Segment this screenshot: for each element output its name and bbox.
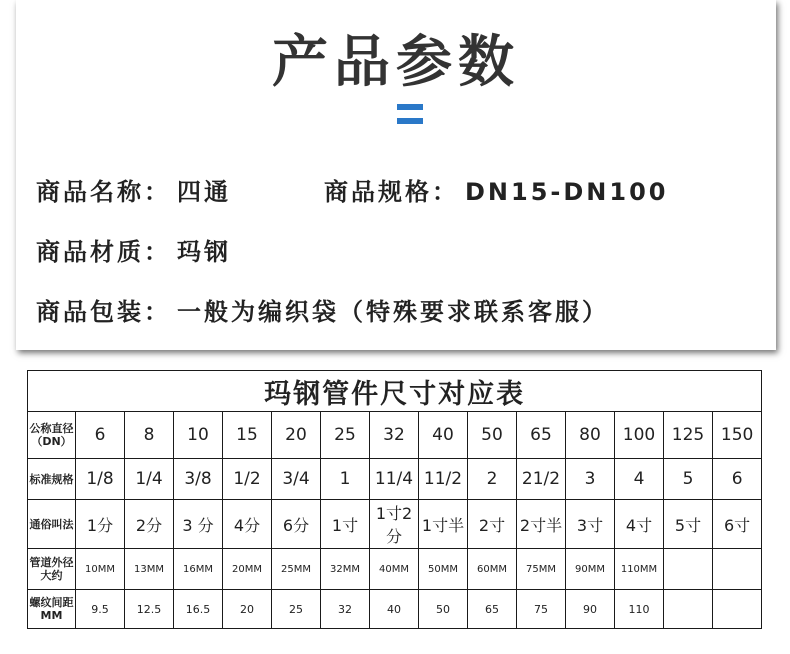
table-cell: 90MM <box>566 549 615 590</box>
table-cell: 3/8 <box>174 459 223 500</box>
table-cell: 20 <box>223 590 272 629</box>
package-label: 商品包装： <box>36 298 171 326</box>
size-table <box>27 370 762 629</box>
table-cell: 32MM <box>321 549 370 590</box>
table-cell: 3/4 <box>272 459 321 500</box>
spec-group <box>324 172 668 207</box>
row-header: 管道外径大约 <box>28 549 76 590</box>
table-cell: 20MM <box>223 549 272 590</box>
material-label: 商品材质： <box>36 238 171 266</box>
table-cell: 10MM <box>76 549 125 590</box>
table-cell: 50 <box>468 412 517 459</box>
row-header: 螺纹间距MM <box>28 590 76 629</box>
table-cell: 3 <box>566 459 615 500</box>
table-cell: 40 <box>419 412 468 459</box>
table-cell: 1 <box>321 459 370 500</box>
table-cell: 32 <box>370 412 419 459</box>
table-cell: 40MM <box>370 549 419 590</box>
table-cell: 16.5 <box>174 590 223 629</box>
spec-label: 商品规格： <box>324 178 459 206</box>
table-cell: 6 <box>713 459 762 500</box>
table-row <box>28 459 762 500</box>
table-cell: 5寸 <box>664 500 713 549</box>
table-cell: 12.5 <box>125 590 174 629</box>
name-label: 商品名称： <box>36 178 171 206</box>
table-cell <box>664 590 713 629</box>
table-cell: 6寸 <box>713 500 762 549</box>
table-cell: 1寸 <box>321 500 370 549</box>
table-cell: 110MM <box>615 549 664 590</box>
table-cell: 50MM <box>419 549 468 590</box>
table-cell: 1/2 <box>223 459 272 500</box>
table-cell <box>713 549 762 590</box>
table-row <box>28 549 762 590</box>
table-cell: 2寸 <box>468 500 517 549</box>
table-cell: 4分 <box>223 500 272 549</box>
material-value: 玛钢 <box>177 238 231 266</box>
table-cell: 1/4 <box>125 459 174 500</box>
table-cell: 11/2 <box>419 459 468 500</box>
table-cell: 10 <box>174 412 223 459</box>
table-cell: 65 <box>517 412 566 459</box>
table-cell: 2分 <box>125 500 174 549</box>
row-header: 标准规格 <box>28 459 76 500</box>
table-cell <box>664 549 713 590</box>
package-value: 一般为编织袋（特殊要求联系客服） <box>177 298 609 326</box>
info-line-name <box>36 172 669 207</box>
product-params-card <box>16 0 776 350</box>
table-cell: 6 <box>76 412 125 459</box>
table-row <box>28 412 762 459</box>
table-cell: 32 <box>321 590 370 629</box>
page-title: 产品参数 <box>272 30 520 95</box>
table-cell: 75MM <box>517 549 566 590</box>
table-cell: 25 <box>272 590 321 629</box>
table-cell: 65 <box>468 590 517 629</box>
table-cell: 21/2 <box>517 459 566 500</box>
table-cell: 3寸 <box>566 500 615 549</box>
table-cell: 4寸 <box>615 500 664 549</box>
table-cell: 125 <box>664 412 713 459</box>
table-cell: 13MM <box>125 549 174 590</box>
table-cell: 60MM <box>468 549 517 590</box>
table-cell: 4 <box>615 459 664 500</box>
table-cell: 40 <box>370 590 419 629</box>
table-cell: 25MM <box>272 549 321 590</box>
table-cell: 8 <box>125 412 174 459</box>
table-cell: 20 <box>272 412 321 459</box>
table-cell: 100 <box>615 412 664 459</box>
table-cell: 6分 <box>272 500 321 549</box>
table-cell: 90 <box>566 590 615 629</box>
table-cell: 3 分 <box>174 500 223 549</box>
table-cell: 80 <box>566 412 615 459</box>
table-cell: 11/4 <box>370 459 419 500</box>
table-cell: 110 <box>615 590 664 629</box>
table-cell <box>713 590 762 629</box>
spec-value: DN15-DN100 <box>465 178 669 206</box>
table-cell: 1分 <box>76 500 125 549</box>
table-caption-row <box>28 371 762 412</box>
table-cell: 2 <box>468 459 517 500</box>
size-table-wrapper <box>27 370 761 632</box>
table-cell: 15 <box>223 412 272 459</box>
name-value: 四通 <box>177 178 231 206</box>
table-cell: 50 <box>419 590 468 629</box>
table-row <box>28 500 762 549</box>
table-cell: 2寸半 <box>517 500 566 549</box>
table-cell: 150 <box>713 412 762 459</box>
table-cell: 1寸2分 <box>370 500 419 549</box>
table-cell: 16MM <box>174 549 223 590</box>
row-header: 公称直径（DN） <box>28 412 76 459</box>
row-header: 通俗叫法 <box>28 500 76 549</box>
table-cell: 75 <box>517 590 566 629</box>
table-row <box>28 590 762 629</box>
table-cell: 9.5 <box>76 590 125 629</box>
info-line-material <box>36 232 231 267</box>
equals-divider-icon <box>397 104 423 126</box>
table-cell: 1寸半 <box>419 500 468 549</box>
info-line-package <box>36 292 609 327</box>
table-caption: 玛钢管件尺寸对应表 <box>28 371 762 412</box>
table-cell: 1/8 <box>76 459 125 500</box>
table-cell: 5 <box>664 459 713 500</box>
table-cell: 25 <box>321 412 370 459</box>
